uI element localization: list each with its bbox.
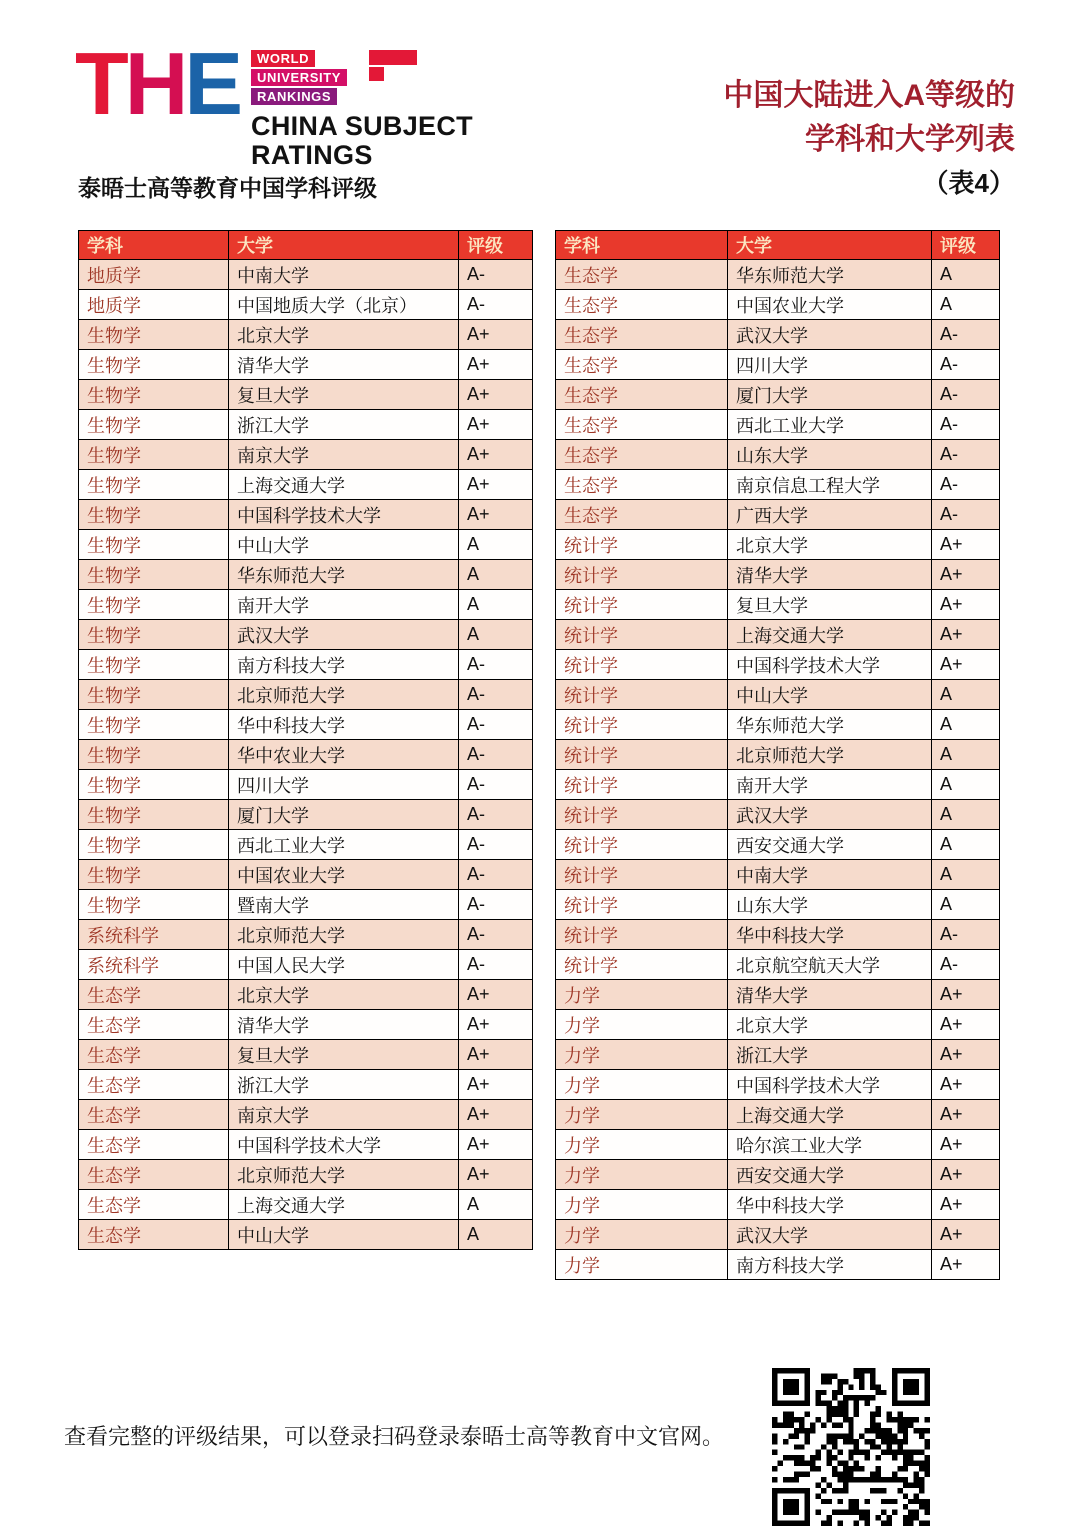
subject-cell: 生态学: [556, 500, 728, 530]
header-subject: 学科: [79, 231, 229, 260]
university-cell: 中山大学: [728, 680, 932, 710]
table-row: [556, 920, 1000, 950]
table-row: [79, 860, 533, 890]
rating-cell: A+: [932, 980, 1000, 1010]
subject-cell: 生物学: [79, 590, 229, 620]
rating-cell: A-: [459, 290, 533, 320]
table-row: [79, 410, 533, 440]
university-cell: 复旦大学: [229, 1040, 459, 1070]
table-row: [79, 320, 533, 350]
university-cell: 清华大学: [229, 1010, 459, 1040]
subject-cell: 生态学: [556, 350, 728, 380]
table-row: [556, 380, 1000, 410]
rating-cell: A-: [932, 320, 1000, 350]
table-row: [79, 740, 533, 770]
subject-cell: 力学: [556, 1130, 728, 1160]
subject-cell: 生物学: [79, 470, 229, 500]
subject-cell: 力学: [556, 1070, 728, 1100]
logo-subtitle: [251, 112, 473, 170]
university-cell: 中国人民大学: [229, 950, 459, 980]
table-row: [556, 350, 1000, 380]
rating-cell: A: [932, 290, 1000, 320]
university-cell: 华中农业大学: [229, 740, 459, 770]
rating-cell: A+: [459, 500, 533, 530]
table-row: [556, 860, 1000, 890]
subject-cell: 统计学: [556, 950, 728, 980]
table-row: [556, 770, 1000, 800]
subject-cell: 力学: [556, 1220, 728, 1250]
subject-cell: 统计学: [556, 890, 728, 920]
subject-cell: 生态学: [556, 380, 728, 410]
university-cell: 华东师范大学: [229, 560, 459, 590]
university-cell: 中山大学: [229, 530, 459, 560]
university-cell: 上海交通大学: [229, 470, 459, 500]
subject-cell: 力学: [556, 1040, 728, 1070]
subject-cell: 力学: [556, 1250, 728, 1280]
university-cell: 华东师范大学: [728, 710, 932, 740]
subject-cell: 生物学: [79, 320, 229, 350]
subject-cell: 生态学: [79, 1100, 229, 1130]
header-rating: 评级: [932, 231, 1000, 260]
university-cell: 山东大学: [728, 440, 932, 470]
table-row: [556, 890, 1000, 920]
table-row: [79, 290, 533, 320]
university-cell: 华中科技大学: [728, 920, 932, 950]
rating-cell: A+: [932, 530, 1000, 560]
logo-subtitle-line1: CHINA SUBJECT: [251, 111, 473, 141]
subject-cell: 生态学: [79, 1070, 229, 1100]
university-cell: 西北工业大学: [229, 830, 459, 860]
rating-cell: A: [459, 620, 533, 650]
rating-cell: A+: [932, 590, 1000, 620]
table-row: [79, 440, 533, 470]
university-cell: 山东大学: [728, 890, 932, 920]
table-row: [556, 1070, 1000, 1100]
table-row: [79, 590, 533, 620]
university-cell: 华中科技大学: [728, 1190, 932, 1220]
university-cell: 中南大学: [728, 860, 932, 890]
header-subject: 学科: [556, 231, 728, 260]
table-row: [79, 620, 533, 650]
rating-cell: A+: [459, 1160, 533, 1190]
subject-cell: 生态学: [79, 1040, 229, 1070]
table-row: [79, 1040, 533, 1070]
subject-cell: 生物学: [79, 560, 229, 590]
rating-cell: A-: [459, 950, 533, 980]
the-logo: [75, 34, 473, 171]
subject-cell: 统计学: [556, 590, 728, 620]
rating-cell: A+: [932, 1130, 1000, 1160]
rating-cell: A-: [932, 350, 1000, 380]
university-cell: 清华大学: [229, 350, 459, 380]
university-cell: 北京师范大学: [229, 680, 459, 710]
subject-cell: 生物学: [79, 410, 229, 440]
university-cell: 武汉大学: [229, 620, 459, 650]
rating-cell: A-: [459, 680, 533, 710]
subject-cell: 生态学: [79, 980, 229, 1010]
table-row: [556, 650, 1000, 680]
table-header-row: [556, 231, 1000, 260]
university-cell: 中国科学技术大学: [728, 650, 932, 680]
table-row: [556, 740, 1000, 770]
table-row: [79, 560, 533, 590]
table-row: [79, 1160, 533, 1190]
subject-cell: 生态学: [79, 1220, 229, 1250]
rating-cell: A+: [932, 1070, 1000, 1100]
rating-cell: A-: [459, 710, 533, 740]
logo-letter-t: T: [75, 34, 125, 133]
rating-cell: A+: [459, 440, 533, 470]
rating-cell: A: [459, 530, 533, 560]
university-cell: 浙江大学: [229, 1070, 459, 1100]
rating-cell: A: [932, 740, 1000, 770]
table-row: [79, 1070, 533, 1100]
subject-cell: 力学: [556, 1190, 728, 1220]
table-header-row: [79, 231, 533, 260]
table-row: [556, 410, 1000, 440]
subject-cell: 力学: [556, 1100, 728, 1130]
logo-subtitle-line2: RATINGS: [251, 140, 373, 171]
rating-cell: A: [932, 260, 1000, 290]
table-row: [556, 1040, 1000, 1070]
university-cell: 西安交通大学: [728, 1160, 932, 1190]
rating-cell: A+: [932, 1040, 1000, 1070]
title-table-number: （表4）: [922, 168, 1015, 198]
rating-cell: A+: [932, 650, 1000, 680]
table-row: [556, 530, 1000, 560]
rating-cell: A-: [932, 410, 1000, 440]
subject-cell: 力学: [556, 1010, 728, 1040]
table-row: [79, 800, 533, 830]
rating-cell: A-: [932, 440, 1000, 470]
university-cell: 清华大学: [728, 980, 932, 1010]
subject-cell: 生物学: [79, 710, 229, 740]
subject-cell: 地质学: [79, 260, 229, 290]
table-row: [556, 830, 1000, 860]
university-cell: 哈尔滨工业大学: [728, 1130, 932, 1160]
table-row: [556, 260, 1000, 290]
rating-cell: A+: [459, 410, 533, 440]
subject-cell: 统计学: [556, 620, 728, 650]
table-row: [556, 800, 1000, 830]
logo-tagline: 泰晤士高等教育中国学科评级: [78, 175, 377, 201]
header-university: 大学: [229, 231, 459, 260]
table-row: [79, 1010, 533, 1040]
university-cell: 四川大学: [229, 770, 459, 800]
university-cell: 华东师范大学: [728, 260, 932, 290]
subject-cell: 生态学: [556, 290, 728, 320]
rating-cell: A+: [932, 560, 1000, 590]
table-row: [79, 680, 533, 710]
table-row: [556, 1160, 1000, 1190]
logo-bar-university: UNIVERSITY: [251, 69, 347, 86]
the-logo-letters: [75, 34, 240, 170]
subject-cell: 地质学: [79, 290, 229, 320]
university-cell: 华中科技大学: [229, 710, 459, 740]
subject-cell: 生态学: [556, 260, 728, 290]
university-cell: 广西大学: [728, 500, 932, 530]
rating-cell: A+: [932, 1100, 1000, 1130]
rating-cell: A-: [932, 470, 1000, 500]
subject-cell: 生物学: [79, 860, 229, 890]
university-cell: 浙江大学: [229, 410, 459, 440]
university-cell: 清华大学: [728, 560, 932, 590]
university-cell: 南方科技大学: [728, 1250, 932, 1280]
rating-cell: A+: [459, 980, 533, 1010]
table-row: [79, 980, 533, 1010]
university-cell: 中国科学技术大学: [229, 1130, 459, 1160]
rating-cell: A+: [932, 1160, 1000, 1190]
university-cell: 暨南大学: [229, 890, 459, 920]
rating-cell: A-: [459, 800, 533, 830]
table-row: [79, 710, 533, 740]
subject-cell: 生物学: [79, 890, 229, 920]
title-line-2: 学科和大学列表: [805, 122, 1015, 156]
university-cell: 北京航空航天大学: [728, 950, 932, 980]
rating-cell: A: [932, 680, 1000, 710]
university-cell: 武汉大学: [728, 320, 932, 350]
rating-cell: A+: [459, 320, 533, 350]
table-row: [79, 500, 533, 530]
subject-cell: 统计学: [556, 530, 728, 560]
ratings-table-right: [555, 230, 999, 1280]
university-cell: 上海交通大学: [728, 620, 932, 650]
rating-cell: A: [459, 1220, 533, 1250]
table-row: [79, 470, 533, 500]
rating-cell: A+: [459, 1130, 533, 1160]
university-cell: 武汉大学: [728, 1220, 932, 1250]
subject-cell: 生态学: [79, 1160, 229, 1190]
university-cell: 南京大学: [229, 440, 459, 470]
table-row: [556, 500, 1000, 530]
rating-cell: A+: [932, 1250, 1000, 1280]
rating-cell: A+: [459, 1100, 533, 1130]
rating-cell: A-: [932, 380, 1000, 410]
university-cell: 中国农业大学: [728, 290, 932, 320]
university-cell: 中山大学: [229, 1220, 459, 1250]
subject-cell: 统计学: [556, 860, 728, 890]
page-title: [723, 74, 1015, 200]
subject-cell: 统计学: [556, 920, 728, 950]
rating-cell: A-: [459, 770, 533, 800]
table-row: [556, 680, 1000, 710]
rating-cell: A-: [459, 740, 533, 770]
subject-cell: 生物学: [79, 830, 229, 860]
subject-cell: 统计学: [556, 680, 728, 710]
rating-cell: A+: [459, 380, 533, 410]
table-row: [79, 1190, 533, 1220]
subject-cell: 统计学: [556, 740, 728, 770]
university-cell: 复旦大学: [728, 590, 932, 620]
university-cell: 上海交通大学: [728, 1100, 932, 1130]
rating-cell: A-: [932, 500, 1000, 530]
subject-cell: 生态学: [79, 1130, 229, 1160]
rating-cell: A+: [459, 1040, 533, 1070]
table-row: [556, 320, 1000, 350]
table-row: [79, 650, 533, 680]
university-cell: 中国科学技术大学: [728, 1070, 932, 1100]
subject-cell: 力学: [556, 1160, 728, 1190]
subject-cell: 生态学: [556, 470, 728, 500]
university-cell: 北京大学: [229, 980, 459, 1010]
university-cell: 上海交通大学: [229, 1190, 459, 1220]
university-cell: 北京师范大学: [728, 740, 932, 770]
rating-cell: A: [932, 890, 1000, 920]
table-row: [556, 560, 1000, 590]
subject-cell: 生物学: [79, 800, 229, 830]
footer-note: 查看完整的评级结果，可以登录扫码登录泰晤士高等教育中文官网。: [64, 1424, 725, 1449]
subject-cell: 统计学: [556, 800, 728, 830]
table-row: [79, 350, 533, 380]
university-cell: 浙江大学: [728, 1040, 932, 1070]
university-cell: 武汉大学: [728, 800, 932, 830]
table-row: [556, 1190, 1000, 1220]
rating-cell: A: [459, 1190, 533, 1220]
subject-cell: 生态学: [556, 320, 728, 350]
table-row: [556, 1130, 1000, 1160]
university-cell: 北京大学: [728, 530, 932, 560]
subject-cell: 生态学: [556, 410, 728, 440]
rating-cell: A: [932, 770, 1000, 800]
subject-cell: 生物学: [79, 650, 229, 680]
rating-cell: A-: [459, 860, 533, 890]
subject-cell: 统计学: [556, 650, 728, 680]
subject-cell: 生物学: [79, 740, 229, 770]
subject-cell: 生态学: [556, 440, 728, 470]
university-cell: 厦门大学: [728, 380, 932, 410]
university-cell: 厦门大学: [229, 800, 459, 830]
subject-cell: 生态学: [79, 1190, 229, 1220]
rating-cell: A-: [932, 950, 1000, 980]
table-row: [556, 290, 1000, 320]
university-cell: 四川大学: [728, 350, 932, 380]
university-cell: 西安交通大学: [728, 830, 932, 860]
subject-cell: 统计学: [556, 770, 728, 800]
table-row: [556, 590, 1000, 620]
rating-cell: A: [932, 710, 1000, 740]
university-cell: 北京大学: [728, 1010, 932, 1040]
university-cell: 南开大学: [229, 590, 459, 620]
table-row: [556, 950, 1000, 980]
logo-bar-rankings: RANKINGS: [251, 88, 337, 105]
table-row: [556, 1220, 1000, 1250]
table-row: [79, 890, 533, 920]
university-cell: 南方科技大学: [229, 650, 459, 680]
subject-cell: 生物学: [79, 380, 229, 410]
rating-cell: A-: [459, 830, 533, 860]
university-cell: 西北工业大学: [728, 410, 932, 440]
logo-letter-e: E: [184, 34, 240, 133]
university-cell: 中国农业大学: [229, 860, 459, 890]
table-row: [556, 1100, 1000, 1130]
rating-cell: A+: [459, 350, 533, 380]
subject-cell: 生物学: [79, 620, 229, 650]
university-cell: 南开大学: [728, 770, 932, 800]
university-cell: 复旦大学: [229, 380, 459, 410]
table-row: [79, 260, 533, 290]
table-row: [556, 710, 1000, 740]
logo-right-block: [251, 42, 473, 170]
ratings-table-left: [78, 230, 532, 1250]
table-row: [556, 980, 1000, 1010]
subject-cell: 生物学: [79, 440, 229, 470]
subject-cell: 生物学: [79, 350, 229, 380]
subject-cell: 统计学: [556, 560, 728, 590]
rating-cell: A+: [459, 1070, 533, 1100]
subject-cell: 生物学: [79, 500, 229, 530]
table-row: [79, 530, 533, 560]
subject-cell: 生物学: [79, 680, 229, 710]
header-university: 大学: [728, 231, 932, 260]
rating-cell: A-: [932, 920, 1000, 950]
rating-cell: A: [932, 830, 1000, 860]
rating-cell: A+: [932, 1010, 1000, 1040]
logo-letter-h: H: [124, 34, 185, 133]
logo-bar-world: WORLD: [251, 50, 315, 67]
subject-cell: 生态学: [79, 1010, 229, 1040]
subject-cell: 生物学: [79, 770, 229, 800]
university-cell: 北京师范大学: [229, 920, 459, 950]
qr-code: [772, 1368, 930, 1526]
subject-cell: 统计学: [556, 830, 728, 860]
subject-cell: 力学: [556, 980, 728, 1010]
rating-cell: A: [932, 800, 1000, 830]
table-row: [79, 380, 533, 410]
university-cell: 南京信息工程大学: [728, 470, 932, 500]
title-line-1: 中国大陆进入A等级的: [723, 79, 1015, 112]
rating-cell: A: [932, 860, 1000, 890]
table-row: [79, 770, 533, 800]
university-cell: 中国科学技术大学: [229, 500, 459, 530]
rating-cell: A+: [459, 470, 533, 500]
table-row: [556, 1250, 1000, 1280]
rating-cell: A-: [459, 260, 533, 290]
university-cell: 南京大学: [229, 1100, 459, 1130]
subject-cell: 生物学: [79, 530, 229, 560]
rating-cell: A+: [932, 620, 1000, 650]
rating-cell: A+: [932, 1220, 1000, 1250]
university-cell: 北京大学: [229, 320, 459, 350]
rating-cell: A-: [459, 890, 533, 920]
rating-cell: A+: [459, 1010, 533, 1040]
rating-cell: A: [459, 590, 533, 620]
logo-flag-shape: [369, 50, 417, 65]
rating-cell: A+: [932, 1190, 1000, 1220]
table-row: [556, 1010, 1000, 1040]
rating-cell: A-: [459, 650, 533, 680]
university-cell: 北京师范大学: [229, 1160, 459, 1190]
table-row: [556, 470, 1000, 500]
table-row: [556, 440, 1000, 470]
subject-cell: 统计学: [556, 710, 728, 740]
university-cell: 中南大学: [229, 260, 459, 290]
rating-cell: A-: [459, 920, 533, 950]
table-row: [556, 620, 1000, 650]
table-row: [79, 920, 533, 950]
table-row: [79, 1100, 533, 1130]
logo-flag-shape-vertical: [369, 67, 384, 81]
table-row: [79, 830, 533, 860]
subject-cell: 系统科学: [79, 950, 229, 980]
table-row: [79, 1130, 533, 1160]
table-row: [79, 1220, 533, 1250]
header-rating: 评级: [459, 231, 533, 260]
rating-cell: A: [459, 560, 533, 590]
table-row: [79, 950, 533, 980]
subject-cell: 系统科学: [79, 920, 229, 950]
university-cell: 中国地质大学（北京）: [229, 290, 459, 320]
